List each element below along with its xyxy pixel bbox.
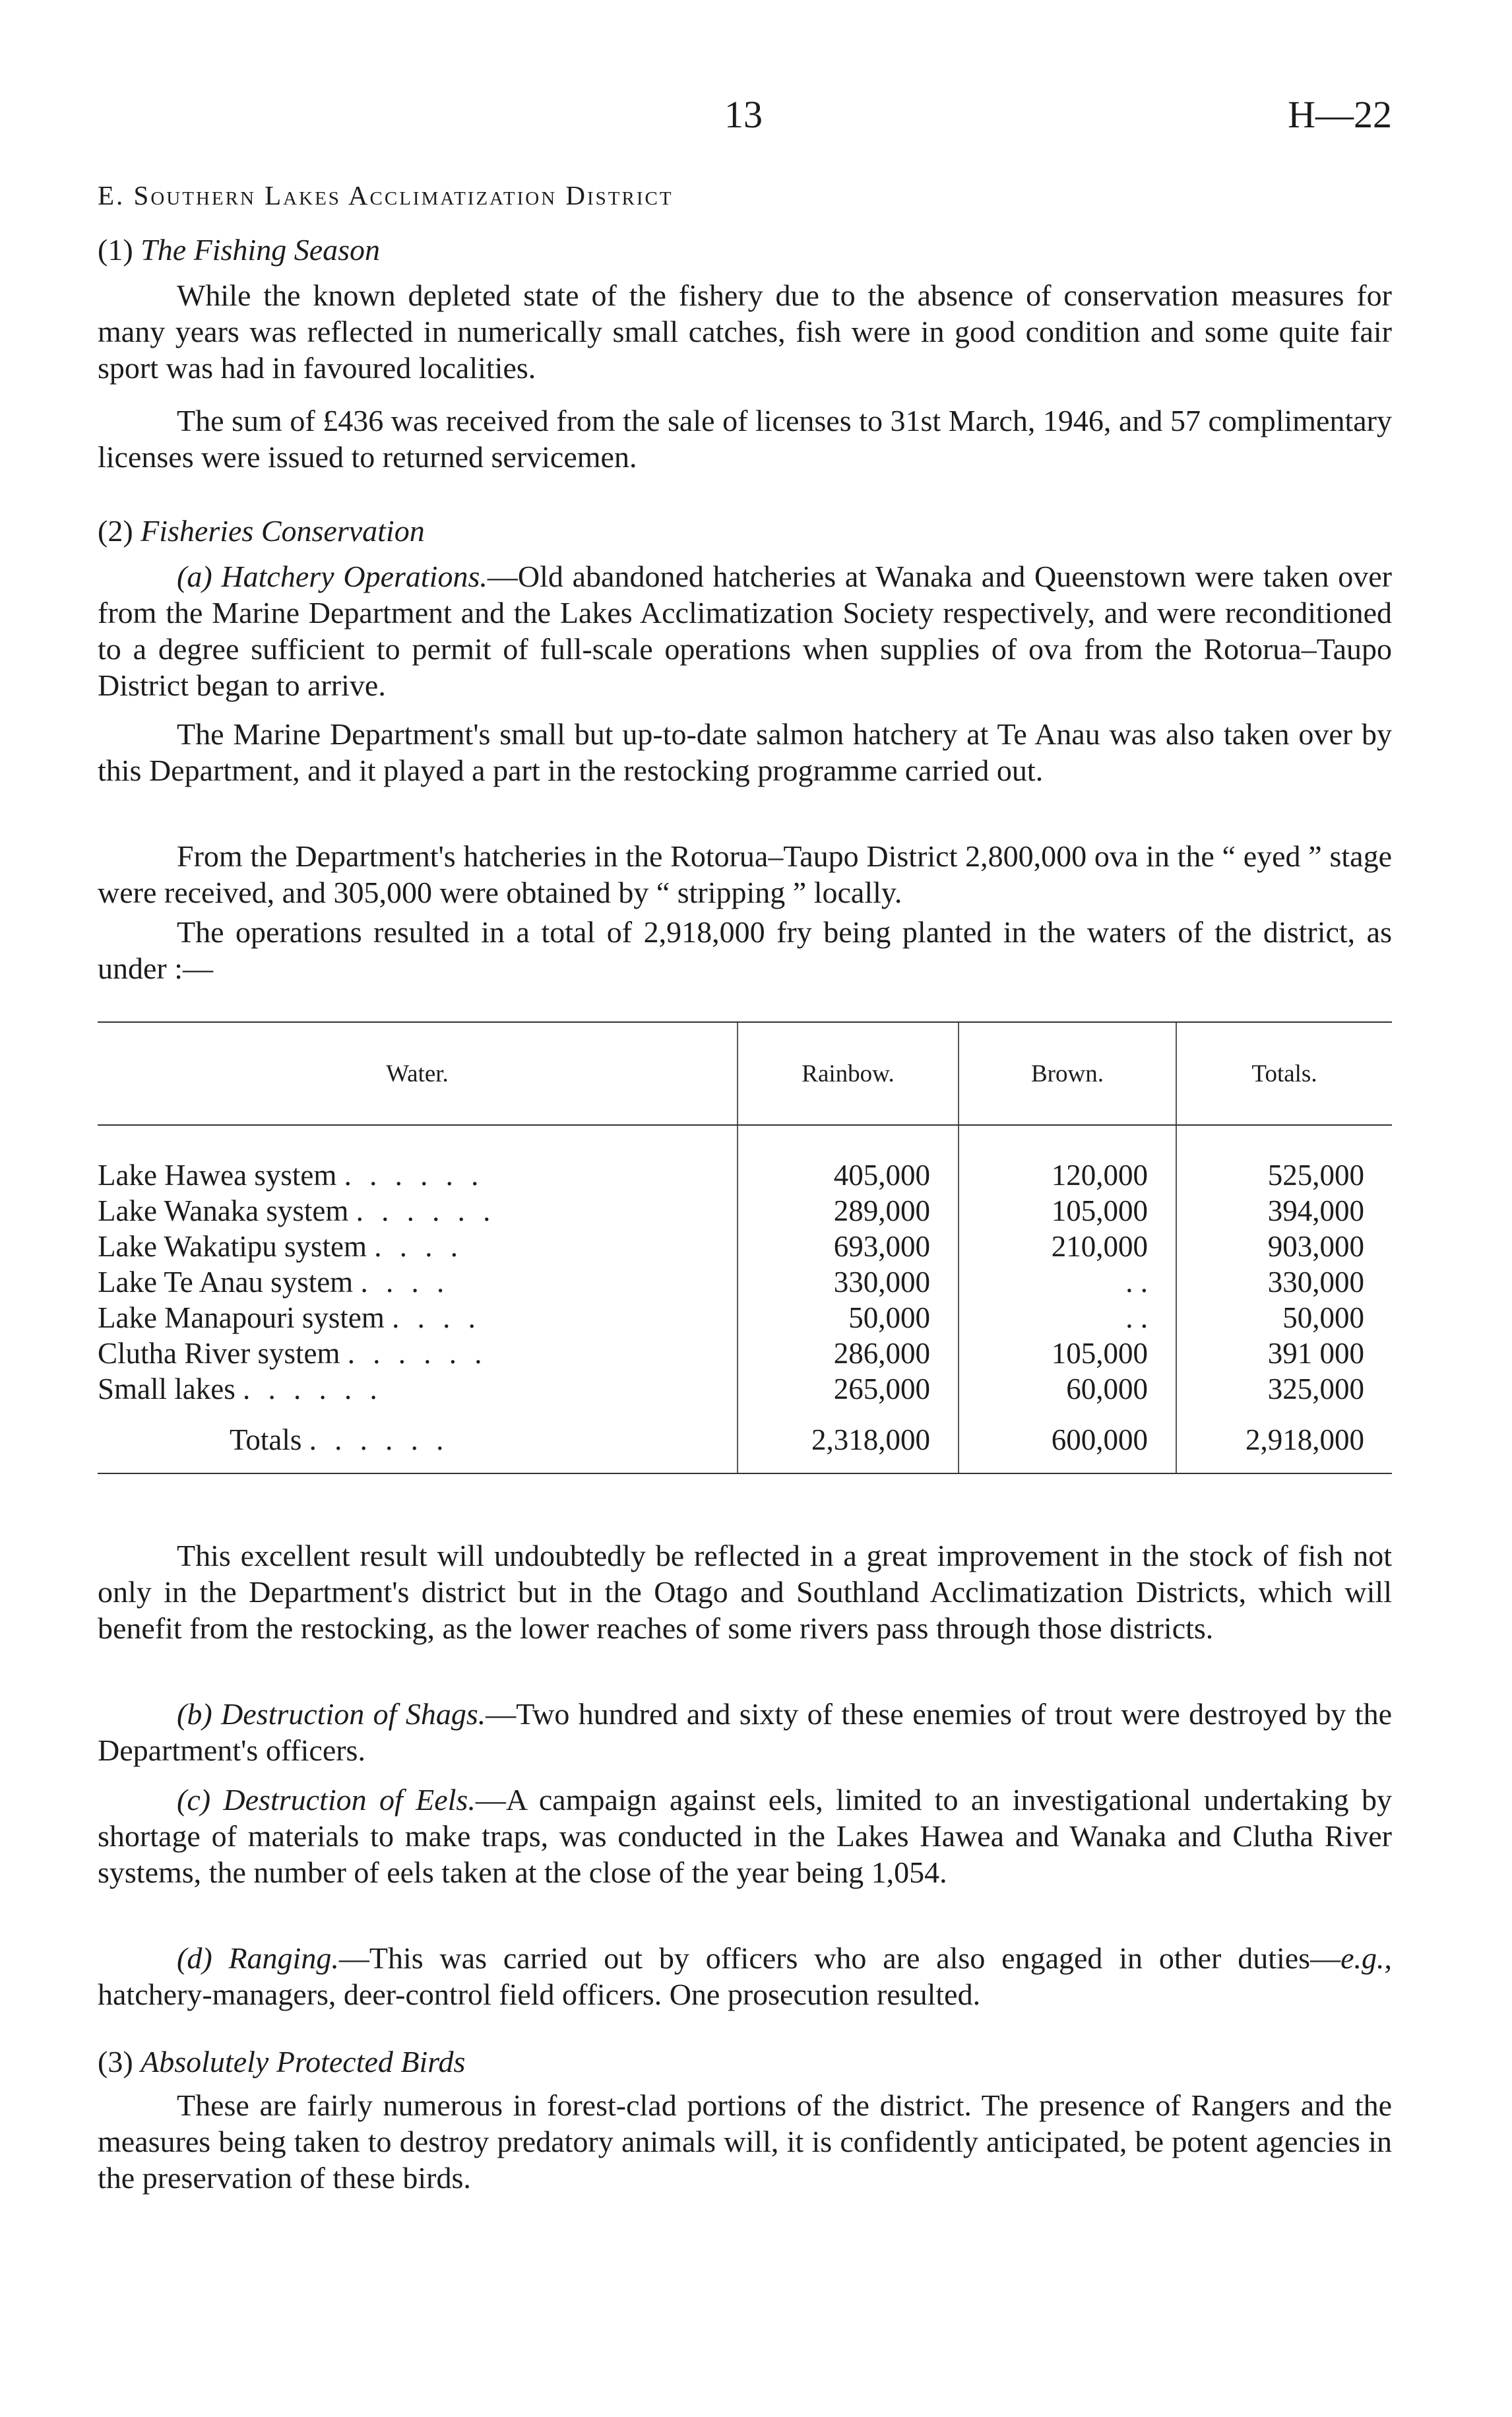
ranging-text-2: , hatchery-managers, deer-control field officers. One prosecution resulted. bbox=[98, 1941, 1392, 2011]
paragraph-fishery-condition: While the known depleted state of the fishery due to the absence of conservation measures for many years was reflected in numerically small catches, fish were in good condition and some quite fair sport was had in favoured localities. bbox=[98, 278, 1392, 385]
total-value: 325,000 bbox=[1176, 1371, 1392, 1407]
paragraph-fry-planted: The operations resulted in a total of 2,918,000 fry being planted in the waters of the district, as under :— bbox=[98, 915, 1392, 985]
rainbow-value: 693,000 bbox=[738, 1229, 959, 1264]
water-name: Lake Te Anau system bbox=[98, 1266, 354, 1299]
paragraph-te-anau-hatchery: The Marine Department's small but up-to-date salmon hatchery at Te Anau was also taken over by this Department, and it played a part in the restocking programme carried out. bbox=[98, 717, 1392, 787]
grand-total: 2,918,000 bbox=[1176, 1407, 1392, 1473]
total-value: 394,000 bbox=[1176, 1193, 1392, 1229]
water-name: Lake Wanaka system bbox=[98, 1194, 349, 1227]
paragraph-protected-birds: These are fairly numerous in forest-clad portions of the district. The presence of Rangers and the measures being taken to destroy predatory animals will, it is confidently anticipated, be potent agencies in the preservation of these birds. bbox=[98, 2088, 1392, 2195]
subheading-number: (1) bbox=[98, 233, 133, 267]
eels-text: —A campaign against eels, limited to an investigational undertaking by shortage of materials to make traps, was conducted in the Lakes Hawea and Wanaka and Clutha River systems, the number of eels taken at the close of the year being 1,054. bbox=[98, 1783, 1392, 1889]
shags-text: —Two hundred and sixty of these enemies of trout were destroyed by the Department's officers. bbox=[98, 1697, 1393, 1767]
total-value: 391 000 bbox=[1176, 1336, 1392, 1371]
paragraph-ova-received: From the Department's hatcheries in the Rotorua–Taupo District 2,800,000 ova in the “ eyed ” stage were received, and 305,000 were obtained by “ stripping ” locally. bbox=[98, 839, 1392, 909]
leader-dots: . . . . bbox=[392, 1301, 481, 1334]
total-value: 903,000 bbox=[1176, 1229, 1392, 1264]
document-reference: H—22 bbox=[1288, 93, 1392, 136]
section-letter: E. bbox=[98, 180, 125, 210]
paragraph-destruction-of-eels bbox=[98, 1782, 1392, 1890]
table-header-row bbox=[98, 1022, 1392, 1125]
total-value: 50,000 bbox=[1176, 1300, 1392, 1336]
subheading-fisheries-conservation bbox=[98, 513, 425, 548]
paragraph-excellent-result: This excellent result will undoubtedly be reflected in a great improvement in the stock of fish not only in the Department's district but in the Otago and Southland Acclimatization Districts, which will benefit from the restocking, as the lower reaches of some rivers pass through those districts. bbox=[98, 1539, 1392, 1645]
ranging-eg: e.g. bbox=[1340, 1941, 1385, 1975]
hatchery-label: (a) Hatchery Operations. bbox=[177, 560, 488, 593]
table-row bbox=[98, 1264, 1392, 1300]
total-value: 330,000 bbox=[1176, 1264, 1392, 1300]
ranging-text: —This was carried out by officers who are also engaged in other duties— bbox=[338, 1941, 1341, 1975]
rainbow-value: 330,000 bbox=[738, 1264, 959, 1300]
leader-dots: . . . . bbox=[360, 1266, 450, 1299]
rainbow-value: 405,000 bbox=[738, 1157, 959, 1193]
leader-dots: . . . . bbox=[374, 1230, 463, 1263]
paragraph-ranging bbox=[98, 1940, 1392, 2013]
leader-dots: . . . . . . bbox=[356, 1194, 496, 1227]
water-name: Small lakes bbox=[98, 1372, 236, 1405]
leader-dots: . . . . . . bbox=[309, 1423, 449, 1456]
column-header-rainbow: Rainbow. bbox=[738, 1022, 959, 1125]
column-header-brown: Brown. bbox=[959, 1022, 1176, 1125]
brown-value: . . bbox=[959, 1264, 1176, 1300]
totals-label: Totals bbox=[230, 1423, 302, 1456]
brown-value: 120,000 bbox=[959, 1157, 1176, 1193]
table-row bbox=[98, 1336, 1392, 1371]
hatchery-text: —Old abandoned hatcheries at Wanaka and Queenstown were taken over from the Marine Department and the Lakes Acclimatization Society respectively, and were reconditioned to a degree sufficient to permit of full-scale operations when supplies of ova from the Rotorua–Taupo District began to arrive. bbox=[98, 560, 1392, 702]
paragraph-destruction-of-shags bbox=[98, 1696, 1392, 1768]
brown-value: 105,000 bbox=[959, 1193, 1176, 1229]
page-number: 13 bbox=[724, 93, 763, 136]
subheading-title: The Fishing Season bbox=[141, 233, 381, 267]
brown-value: . . bbox=[959, 1300, 1176, 1336]
water-name: Lake Hawea system bbox=[98, 1159, 337, 1192]
rainbow-value: 286,000 bbox=[738, 1336, 959, 1371]
subheading-title: Absolutely Protected Birds bbox=[141, 2045, 466, 2079]
brown-value: 210,000 bbox=[959, 1229, 1176, 1264]
document-page bbox=[98, 0, 1392, 2417]
table-row bbox=[98, 1157, 1392, 1193]
brown-total: 600,000 bbox=[959, 1407, 1176, 1473]
table-row bbox=[98, 1371, 1392, 1407]
subheading-fishing-season bbox=[98, 232, 380, 267]
section-title: Southern Lakes Acclimatization District bbox=[133, 180, 674, 210]
subheading-number: (3) bbox=[98, 2045, 133, 2079]
table-totals-row bbox=[98, 1407, 1392, 1473]
rainbow-value: 289,000 bbox=[738, 1193, 959, 1229]
table-spacer-row bbox=[98, 1125, 1392, 1157]
column-header-totals: Totals. bbox=[1176, 1022, 1392, 1125]
leader-dots: . . . . . . bbox=[344, 1159, 484, 1192]
leader-dots: . . . . . . bbox=[242, 1372, 383, 1405]
water-name: Clutha River system bbox=[98, 1337, 340, 1370]
eels-label: (c) Destruction of Eels. bbox=[177, 1783, 476, 1817]
rainbow-value: 50,000 bbox=[738, 1300, 959, 1336]
paragraph-licenses: The sum of £436 was received from the sale of licenses to 31st March, 1946, and 57 complimentary licenses were issued to returned servicemen. bbox=[98, 404, 1392, 474]
leader-dots: . . . . . . bbox=[347, 1337, 488, 1370]
paragraph-hatchery-operations bbox=[98, 558, 1392, 703]
shags-label: (b) Destruction of Shags. bbox=[177, 1697, 486, 1731]
brown-value: 105,000 bbox=[959, 1336, 1176, 1371]
subheading-protected-birds bbox=[98, 2044, 465, 2079]
column-header-water: Water. bbox=[98, 1022, 738, 1125]
water-name: Lake Manapouri system bbox=[98, 1301, 385, 1334]
total-value: 525,000 bbox=[1176, 1157, 1392, 1193]
brown-value: 60,000 bbox=[959, 1371, 1176, 1407]
table-row bbox=[98, 1193, 1392, 1229]
table-row bbox=[98, 1229, 1392, 1264]
section-heading bbox=[98, 179, 674, 211]
fry-distribution-table bbox=[98, 1021, 1392, 1474]
rainbow-value: 265,000 bbox=[738, 1371, 959, 1407]
table-row bbox=[98, 1300, 1392, 1336]
rainbow-total: 2,318,000 bbox=[738, 1407, 959, 1473]
subheading-number: (2) bbox=[98, 514, 133, 548]
water-name: Lake Wakatipu system bbox=[98, 1230, 367, 1263]
ranging-label: (d) Ranging. bbox=[177, 1941, 339, 1975]
subheading-title: Fisheries Conservation bbox=[141, 514, 425, 548]
